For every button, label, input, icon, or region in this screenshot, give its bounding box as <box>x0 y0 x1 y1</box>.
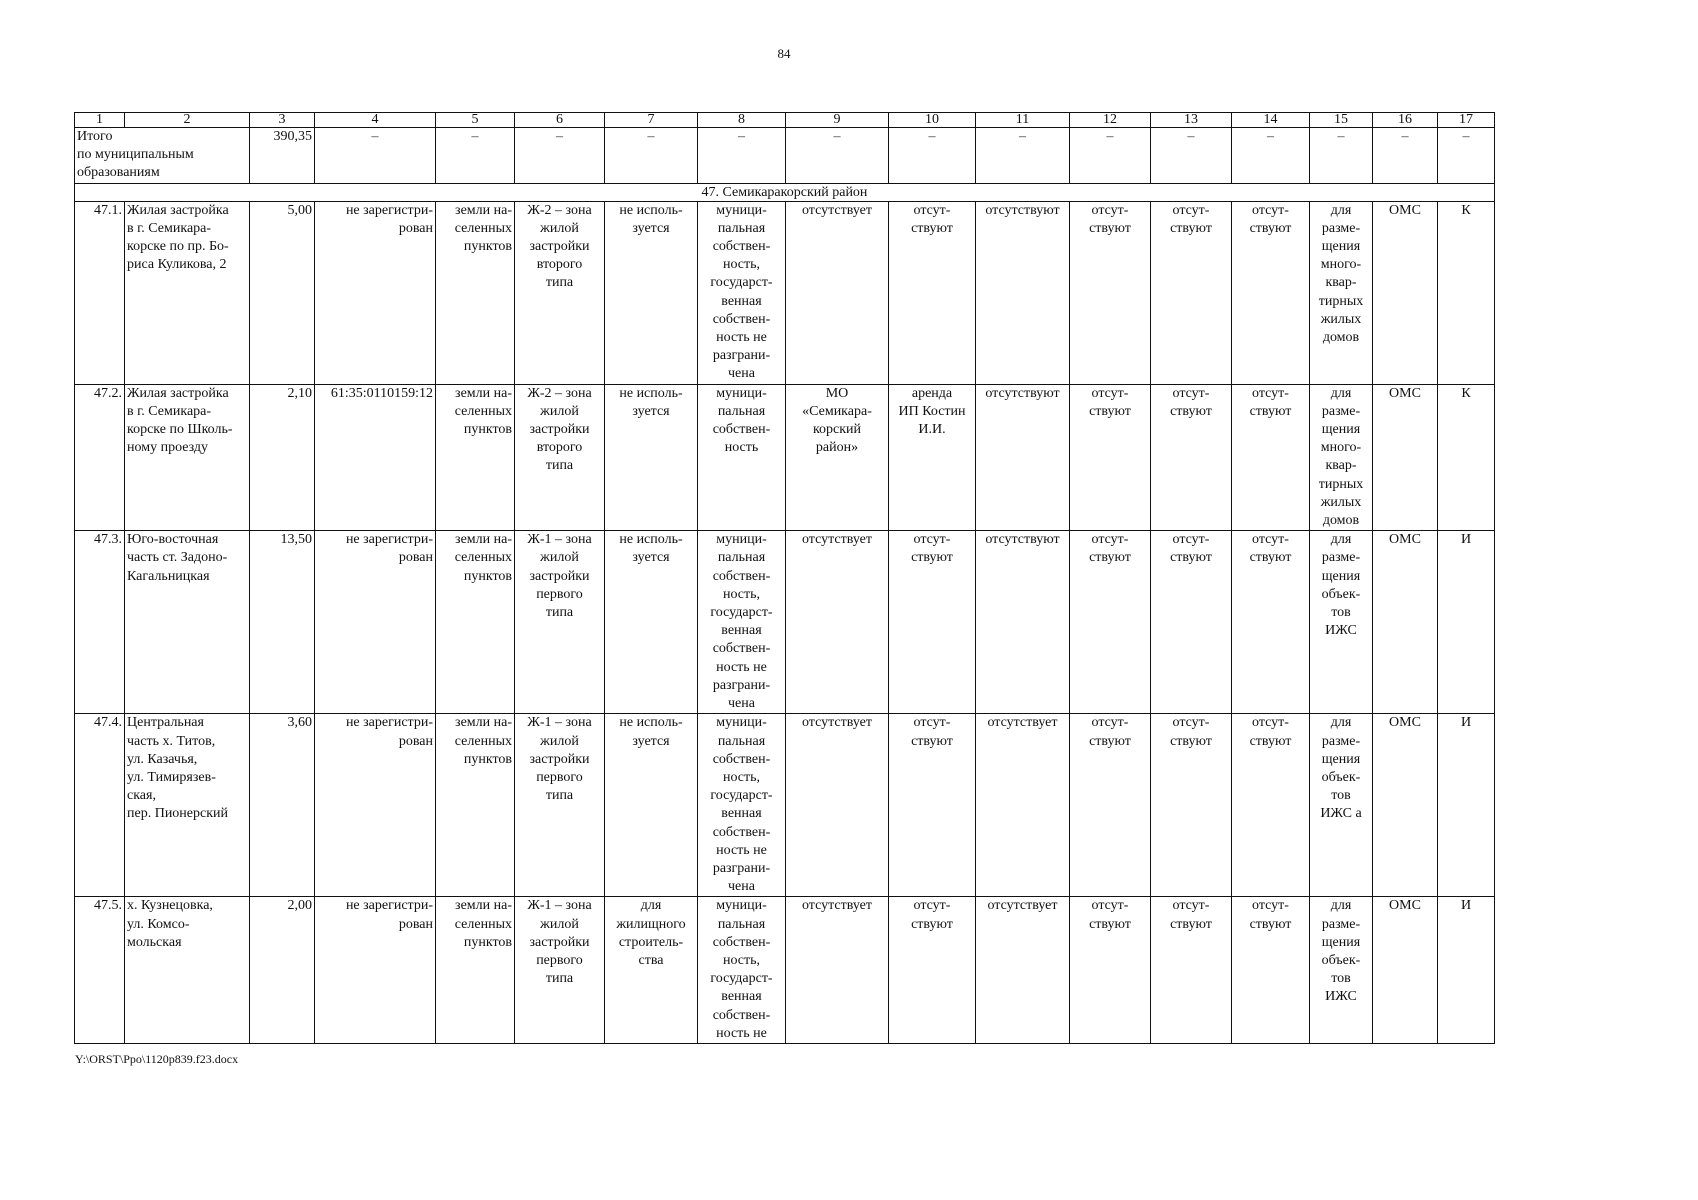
cell-col-16: ОМС <box>1373 714 1438 897</box>
total-dash: – <box>889 128 976 184</box>
cell-col-14: отсут- ствуют <box>1232 897 1310 1044</box>
column-number: 7 <box>605 113 698 128</box>
purpose: для разме- щения много- квар- тирных жилых домов <box>1310 201 1373 384</box>
total-dash: – <box>976 128 1070 184</box>
zone: Ж-1 – зона жилой застройки первого типа <box>515 897 605 1044</box>
total-dash: – <box>1438 128 1495 184</box>
purpose: для разме- щения много- квар- тирных жилых домов <box>1310 384 1373 531</box>
encumbrance: отсут- ствуют <box>889 201 976 384</box>
land-category: земли на- селенных пунктов <box>436 714 515 897</box>
column-number: 3 <box>250 113 315 128</box>
column-number: 16 <box>1373 113 1438 128</box>
table-row <box>75 384 1495 531</box>
total-dash: – <box>1373 128 1438 184</box>
column-number: 2 <box>125 113 250 128</box>
cell-col-12: отсут- ствуют <box>1070 531 1151 714</box>
cell-col-12: отсут- ствуют <box>1070 897 1151 1044</box>
row-number: 47.1. <box>75 201 125 384</box>
column-number: 12 <box>1070 113 1151 128</box>
cell-col-12: отсут- ствуют <box>1070 384 1151 531</box>
cell-col-13: отсут- ствуют <box>1151 714 1232 897</box>
total-label: Итого по муниципальным образованиям <box>75 128 250 184</box>
cell-col-13: отсут- ствуют <box>1151 897 1232 1044</box>
plot-name: Жилая застройка в г. Семикара- корске по Школь- ному проезду <box>125 384 250 531</box>
cell-col-17: К <box>1438 384 1495 531</box>
cadastral-number: не зарегистри- рован <box>315 897 436 1044</box>
plot-area: 13,50 <box>250 531 315 714</box>
owner: отсутствует <box>786 531 889 714</box>
total-area: 390,35 <box>250 128 315 184</box>
table-row <box>75 201 1495 384</box>
cell-col-11: отсутствуют <box>976 531 1070 714</box>
cell-col-11: отсутствует <box>976 714 1070 897</box>
row-number: 47.4. <box>75 714 125 897</box>
total-dash: – <box>1070 128 1151 184</box>
cadastral-number: не зарегистри- рован <box>315 201 436 384</box>
usage: не исполь- зуется <box>605 714 698 897</box>
land-plots-table <box>74 112 1495 1044</box>
owner: отсутствует <box>786 897 889 1044</box>
cell-col-17: И <box>1438 714 1495 897</box>
page-number: 84 <box>777 46 791 61</box>
column-number: 10 <box>889 113 976 128</box>
total-dash: – <box>515 128 605 184</box>
cell-col-11: отсутствует <box>976 897 1070 1044</box>
total-dash: – <box>605 128 698 184</box>
plot-area: 2,10 <box>250 384 315 531</box>
column-number: 1 <box>75 113 125 128</box>
table-row <box>75 531 1495 714</box>
column-number: 13 <box>1151 113 1232 128</box>
cell-col-17: К <box>1438 201 1495 384</box>
ownership: муници- пальная собствен- ность, государст- венная собствен- ность не <box>698 897 786 1044</box>
owner: отсутствует <box>786 201 889 384</box>
owner: МО «Семикара- корский район» <box>786 384 889 531</box>
cell-col-17: И <box>1438 897 1495 1044</box>
land-category: земли на- селенных пунктов <box>436 384 515 531</box>
usage: не исполь- зуется <box>605 384 698 531</box>
row-number: 47.5. <box>75 897 125 1044</box>
usage: не исполь- зуется <box>605 201 698 384</box>
column-number: 17 <box>1438 113 1495 128</box>
row-number: 47.3. <box>75 531 125 714</box>
plot-area: 2,00 <box>250 897 315 1044</box>
cadastral-number: 61:35:0110159:12 <box>315 384 436 531</box>
column-number: 9 <box>786 113 889 128</box>
cell-col-16: ОМС <box>1373 531 1438 714</box>
ownership: муници- пальная собствен- ность <box>698 384 786 531</box>
land-category: земли на- селенных пунктов <box>436 897 515 1044</box>
cell-col-13: отсут- ствуют <box>1151 201 1232 384</box>
ownership: муници- пальная собствен- ность, государст- венная собствен- ность не разграни- чена <box>698 531 786 714</box>
plot-name: х. Кузнецовка, ул. Комсо- мольская <box>125 897 250 1044</box>
encumbrance: отсут- ствуют <box>889 531 976 714</box>
cell-col-14: отсут- ствуют <box>1232 714 1310 897</box>
plot-area: 5,00 <box>250 201 315 384</box>
purpose: для разме- щения объек- тов ИЖС <box>1310 531 1373 714</box>
cell-col-16: ОМС <box>1373 384 1438 531</box>
total-dash: – <box>436 128 515 184</box>
total-dash: – <box>1151 128 1232 184</box>
cell-col-11: отсутствуют <box>976 201 1070 384</box>
row-number: 47.2. <box>75 384 125 531</box>
purpose: для разме- щения объек- тов ИЖС <box>1310 897 1373 1044</box>
purpose: для разме- щения объек- тов ИЖС а <box>1310 714 1373 897</box>
cell-col-11: отсутствуют <box>976 384 1070 531</box>
section-title: 47. Семикаракорский район <box>75 183 1495 201</box>
plot-name: Центральная часть х. Титов, ул. Казачья, ул. Тимирязев- ская, пер. Пионерский <box>125 714 250 897</box>
column-number: 11 <box>976 113 1070 128</box>
cell-col-12: отсут- ствуют <box>1070 714 1151 897</box>
column-number: 14 <box>1232 113 1310 128</box>
plot-name: Жилая застройка в г. Семикара- корске по пр. Бо- риса Куликова, 2 <box>125 201 250 384</box>
cell-col-13: отсут- ствуют <box>1151 384 1232 531</box>
zone: Ж-2 – зона жилой застройки второго типа <box>515 201 605 384</box>
column-number: 15 <box>1310 113 1373 128</box>
total-dash: – <box>1310 128 1373 184</box>
plot-name: Юго-восточная часть ст. Задоно- Кагальницкая <box>125 531 250 714</box>
total-row <box>75 128 1495 184</box>
cell-col-12: отсут- ствуют <box>1070 201 1151 384</box>
cadastral-number: не зарегистри- рован <box>315 714 436 897</box>
cell-col-14: отсут- ствуют <box>1232 531 1310 714</box>
cadastral-number: не зарегистри- рован <box>315 531 436 714</box>
table-row <box>75 714 1495 897</box>
column-number: 8 <box>698 113 786 128</box>
footer-file-path: Y:\ORST\Ppo\1120p839.f23.docx <box>75 1052 239 1066</box>
column-number: 5 <box>436 113 515 128</box>
zone: Ж-1 – зона жилой застройки первого типа <box>515 531 605 714</box>
encumbrance: отсут- ствуют <box>889 714 976 897</box>
ownership: муници- пальная собствен- ность, государст- венная собствен- ность не разграни- чена <box>698 201 786 384</box>
cell-col-16: ОМС <box>1373 201 1438 384</box>
total-dash: – <box>1232 128 1310 184</box>
cell-col-17: И <box>1438 531 1495 714</box>
cell-col-13: отсут- ствуют <box>1151 531 1232 714</box>
table-row <box>75 897 1495 1044</box>
total-dash: – <box>698 128 786 184</box>
usage: не исполь- зуется <box>605 531 698 714</box>
column-number: 6 <box>515 113 605 128</box>
usage: для жилищного строитель- ства <box>605 897 698 1044</box>
cell-col-14: отсут- ствуют <box>1232 201 1310 384</box>
owner: отсутствует <box>786 714 889 897</box>
total-dash: – <box>786 128 889 184</box>
total-dash: – <box>315 128 436 184</box>
land-category: земли на- селенных пунктов <box>436 201 515 384</box>
column-number-row <box>75 113 1495 128</box>
column-number: 4 <box>315 113 436 128</box>
section-row <box>75 183 1495 201</box>
cell-col-16: ОМС <box>1373 897 1438 1044</box>
encumbrance: отсут- ствуют <box>889 897 976 1044</box>
plot-area: 3,60 <box>250 714 315 897</box>
cell-col-14: отсут- ствуют <box>1232 384 1310 531</box>
land-category: земли на- селенных пунктов <box>436 531 515 714</box>
zone: Ж-2 – зона жилой застройки второго типа <box>515 384 605 531</box>
ownership: муници- пальная собствен- ность, государст- венная собствен- ность не разграни- чена <box>698 714 786 897</box>
zone: Ж-1 – зона жилой застройки первого типа <box>515 714 605 897</box>
encumbrance: аренда ИП Костин И.И. <box>889 384 976 531</box>
